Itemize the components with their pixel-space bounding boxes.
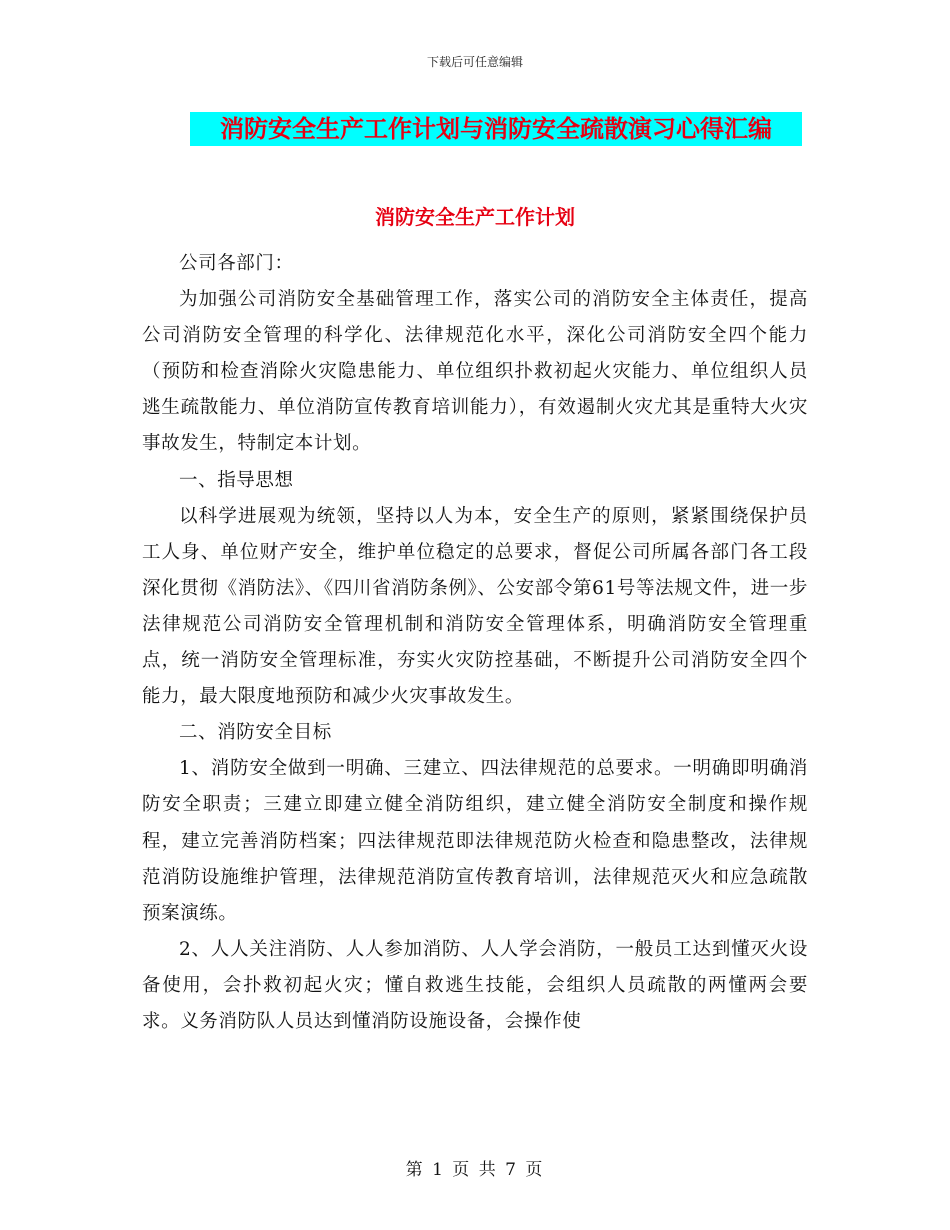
body-paragraph: 1、消防安全做到一明确、三建立、四法律规范的总要求。一明确即明确消防安全职责；三建立即建立健全消防组织，建立健全消防安全制度和操作规程，建立完善消防档案；四法律规范即法律规范防火检查和隐患整改，法律规范消防设施维护管理，法律规范消防宣传教育培训，法律规范灭火和应急疏散预案演练。: [142, 758, 808, 924]
section-heading: 一、指导思想: [179, 469, 294, 491]
body-paragraph: 2、人人关注消防、人人参加消防、人人学会消防，一般员工达到懂灭火设备使用，会扑救初起火灾；懂自救逃生技能，会组织人员疏散的两懂两会要求。义务消防队人员达到懂消防设施设备，会操作使: [142, 938, 808, 1032]
section-title: 消防安全生产工作计划: [375, 205, 575, 229]
body-paragraph: 以科学进展观为统领，坚持以人为本，安全生产的原则，紧紧围绕保护员工人身、单位财产安全，维护单位稳定的总要求，督促公司所属各部门各工段深化贯彻《消防法》、《四川省消防条例》、公安部令第61号等法规文件，进一步法律规范公司消防安全管理机制和消防安全管理体系，明确消防安全管理重点，统一消防安全管理标准，夯实火灾防控基础，不断提升公司消防安全四个能力，最大限度地预防和减少火灾事故发生。: [142, 505, 808, 708]
page-number: 第 1 页 共 7 页: [405, 1160, 545, 1180]
document-title: 消防安全生产工作计划与消防安全疏散演习心得汇编: [190, 112, 802, 146]
document-body: [142, 246, 808, 1040]
body-paragraph: 为加强公司消防安全基础管理工作，落实公司的消防安全主体责任，提高公司消防安全管理的科学化、法律规范化水平，深化公司消防安全四个能力（预防和检查消除火灾隐患能力、单位组织扑救初起火灾能力、单位组织人员逃生疏散能力、单位消防宣传教育培训能力），有效遏制火灾尤其是重特大火灾事故发生，特制定本计划。: [142, 289, 808, 455]
salutation: 公司各部门：: [179, 253, 294, 274]
header-note: 下载后可任意编辑: [426, 55, 523, 69]
section-heading: 二、消防安全目标: [179, 722, 332, 744]
